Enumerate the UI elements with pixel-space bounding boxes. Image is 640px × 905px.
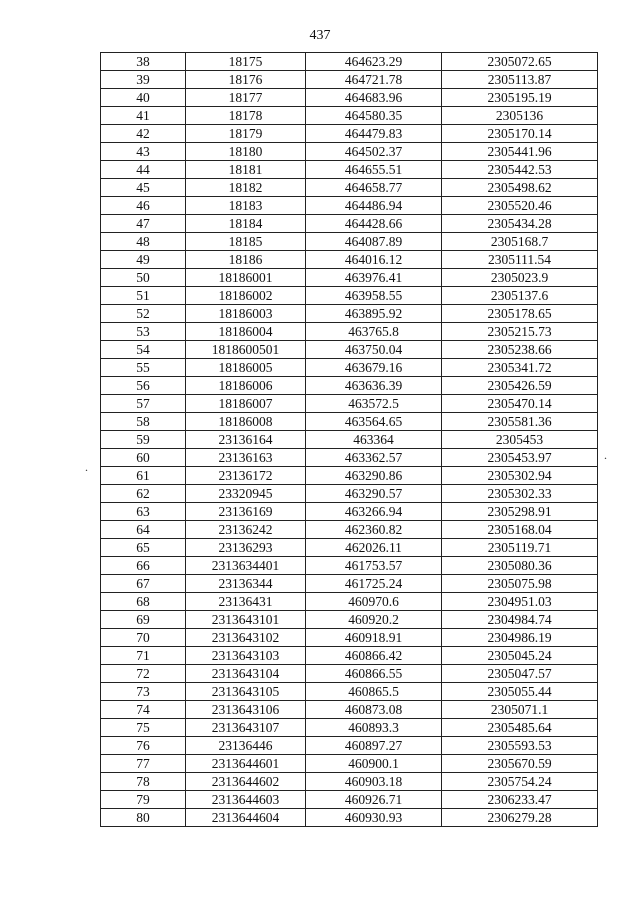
table-row (101, 125, 598, 143)
table-row (101, 791, 598, 809)
y-coordinate-cell: 2305195.19 (442, 89, 598, 107)
y-coordinate-cell: 2305442.53 (442, 161, 598, 179)
point-id-cell: 18181 (186, 161, 306, 179)
table-row (101, 755, 598, 773)
x-coordinate-cell: 463364 (306, 431, 442, 449)
y-coordinate-cell: 2304986.19 (442, 629, 598, 647)
point-id-cell: 23136242 (186, 521, 306, 539)
point-id-cell: 18186003 (186, 305, 306, 323)
x-coordinate-cell: 463266.94 (306, 503, 442, 521)
table-row (101, 71, 598, 89)
y-coordinate-cell: 2304984.74 (442, 611, 598, 629)
point-id-cell: 23320945 (186, 485, 306, 503)
x-coordinate-cell: 460903.18 (306, 773, 442, 791)
y-coordinate-cell: 2305453 (442, 431, 598, 449)
x-coordinate-cell: 464721.78 (306, 71, 442, 89)
row-index-cell: 58 (101, 413, 186, 431)
x-coordinate-cell: 464016.12 (306, 251, 442, 269)
row-index-cell: 42 (101, 125, 186, 143)
row-index-cell: 79 (101, 791, 186, 809)
y-coordinate-cell: 2305045.24 (442, 647, 598, 665)
point-id-cell: 23136164 (186, 431, 306, 449)
table-row (101, 143, 598, 161)
table-row (101, 647, 598, 665)
x-coordinate-cell: 460897.27 (306, 737, 442, 755)
point-id-cell: 2313644601 (186, 755, 306, 773)
y-coordinate-cell: 2305341.72 (442, 359, 598, 377)
y-coordinate-cell: 2305441.96 (442, 143, 598, 161)
row-index-cell: 50 (101, 269, 186, 287)
row-index-cell: 51 (101, 287, 186, 305)
point-id-cell: 18186008 (186, 413, 306, 431)
y-coordinate-cell: 2305113.87 (442, 71, 598, 89)
x-coordinate-cell: 460893.3 (306, 719, 442, 737)
x-coordinate-cell: 463976.41 (306, 269, 442, 287)
row-index-cell: 63 (101, 503, 186, 521)
point-id-cell: 23136172 (186, 467, 306, 485)
row-index-cell: 44 (101, 161, 186, 179)
y-coordinate-cell: 2305754.24 (442, 773, 598, 791)
x-coordinate-cell: 460865.5 (306, 683, 442, 701)
table-row (101, 485, 598, 503)
row-index-cell: 80 (101, 809, 186, 827)
x-coordinate-cell: 464655.51 (306, 161, 442, 179)
y-coordinate-cell: 2305302.33 (442, 485, 598, 503)
row-index-cell: 74 (101, 701, 186, 719)
x-coordinate-cell: 464502.37 (306, 143, 442, 161)
table-row (101, 575, 598, 593)
x-coordinate-cell: 464623.29 (306, 53, 442, 71)
x-coordinate-cell: 460900.1 (306, 755, 442, 773)
stray-mark: . (85, 460, 88, 474)
table-row (101, 593, 598, 611)
x-coordinate-cell: 460926.71 (306, 791, 442, 809)
row-index-cell: 65 (101, 539, 186, 557)
x-coordinate-cell: 463572.5 (306, 395, 442, 413)
table-row (101, 287, 598, 305)
row-index-cell: 54 (101, 341, 186, 359)
table-row (101, 395, 598, 413)
point-id-cell: 2313643102 (186, 629, 306, 647)
row-index-cell: 78 (101, 773, 186, 791)
point-id-cell: 23136293 (186, 539, 306, 557)
x-coordinate-cell: 460866.55 (306, 665, 442, 683)
table-row (101, 719, 598, 737)
table-row (101, 773, 598, 791)
y-coordinate-cell: 2305136 (442, 107, 598, 125)
point-id-cell: 18186005 (186, 359, 306, 377)
row-index-cell: 76 (101, 737, 186, 755)
x-coordinate-cell: 460866.42 (306, 647, 442, 665)
x-coordinate-cell: 464087.89 (306, 233, 442, 251)
row-index-cell: 55 (101, 359, 186, 377)
table-row (101, 305, 598, 323)
y-coordinate-cell: 2305426.59 (442, 377, 598, 395)
table-row (101, 215, 598, 233)
point-id-cell: 23136163 (186, 449, 306, 467)
table-row (101, 431, 598, 449)
point-id-cell: 2313643103 (186, 647, 306, 665)
row-index-cell: 46 (101, 197, 186, 215)
row-index-cell: 66 (101, 557, 186, 575)
stray-mark: . (604, 448, 607, 462)
table-row (101, 809, 598, 827)
y-coordinate-cell: 2305453.97 (442, 449, 598, 467)
table-row (101, 53, 598, 71)
y-coordinate-cell: 2305071.1 (442, 701, 598, 719)
y-coordinate-cell: 2305168.04 (442, 521, 598, 539)
point-id-cell: 18178 (186, 107, 306, 125)
x-coordinate-cell: 463290.57 (306, 485, 442, 503)
x-coordinate-cell: 463290.86 (306, 467, 442, 485)
point-id-cell: 2313644604 (186, 809, 306, 827)
row-index-cell: 60 (101, 449, 186, 467)
point-id-cell: 2313643106 (186, 701, 306, 719)
table-row (101, 197, 598, 215)
point-id-cell: 18182 (186, 179, 306, 197)
x-coordinate-cell: 463750.04 (306, 341, 442, 359)
row-index-cell: 61 (101, 467, 186, 485)
table-row (101, 359, 598, 377)
point-id-cell: 18179 (186, 125, 306, 143)
x-coordinate-cell: 463765.8 (306, 323, 442, 341)
row-index-cell: 57 (101, 395, 186, 413)
x-coordinate-cell: 463636.39 (306, 377, 442, 395)
point-id-cell: 18177 (186, 89, 306, 107)
row-index-cell: 70 (101, 629, 186, 647)
x-coordinate-cell: 460920.2 (306, 611, 442, 629)
y-coordinate-cell: 2305498.62 (442, 179, 598, 197)
x-coordinate-cell: 460930.93 (306, 809, 442, 827)
table-row (101, 179, 598, 197)
table-row (101, 467, 598, 485)
row-index-cell: 56 (101, 377, 186, 395)
y-coordinate-cell: 2305178.65 (442, 305, 598, 323)
table-row (101, 323, 598, 341)
y-coordinate-cell: 2305055.44 (442, 683, 598, 701)
row-index-cell: 59 (101, 431, 186, 449)
y-coordinate-cell: 2305302.94 (442, 467, 598, 485)
row-index-cell: 68 (101, 593, 186, 611)
y-coordinate-cell: 2305581.36 (442, 413, 598, 431)
point-id-cell: 18186007 (186, 395, 306, 413)
y-coordinate-cell: 2306279.28 (442, 809, 598, 827)
row-index-cell: 64 (101, 521, 186, 539)
x-coordinate-cell: 463958.55 (306, 287, 442, 305)
y-coordinate-cell: 2305023.9 (442, 269, 598, 287)
y-coordinate-cell: 2305670.59 (442, 755, 598, 773)
y-coordinate-cell: 2305215.73 (442, 323, 598, 341)
table-row (101, 107, 598, 125)
table-row (101, 251, 598, 269)
y-coordinate-cell: 2305238.66 (442, 341, 598, 359)
y-coordinate-cell: 2305119.71 (442, 539, 598, 557)
point-id-cell: 1818600501 (186, 341, 306, 359)
table-row (101, 611, 598, 629)
point-id-cell: 2313643105 (186, 683, 306, 701)
table-row (101, 737, 598, 755)
y-coordinate-cell: 2305434.28 (442, 215, 598, 233)
row-index-cell: 53 (101, 323, 186, 341)
x-coordinate-cell: 464479.83 (306, 125, 442, 143)
row-index-cell: 40 (101, 89, 186, 107)
point-id-cell: 18186001 (186, 269, 306, 287)
x-coordinate-cell: 463564.65 (306, 413, 442, 431)
x-coordinate-cell: 461725.24 (306, 575, 442, 593)
row-index-cell: 38 (101, 53, 186, 71)
point-id-cell: 2313644602 (186, 773, 306, 791)
y-coordinate-cell: 2306233.47 (442, 791, 598, 809)
y-coordinate-cell: 2305520.46 (442, 197, 598, 215)
point-id-cell: 2313643107 (186, 719, 306, 737)
y-coordinate-cell: 2305137.6 (442, 287, 598, 305)
table-row (101, 161, 598, 179)
point-id-cell: 18180 (186, 143, 306, 161)
row-index-cell: 75 (101, 719, 186, 737)
coordinates-table (100, 52, 598, 827)
table-row (101, 233, 598, 251)
row-index-cell: 47 (101, 215, 186, 233)
y-coordinate-cell: 2305298.91 (442, 503, 598, 521)
point-id-cell: 18183 (186, 197, 306, 215)
y-coordinate-cell: 2305593.53 (442, 737, 598, 755)
row-index-cell: 49 (101, 251, 186, 269)
point-id-cell: 23136344 (186, 575, 306, 593)
x-coordinate-cell: 460918.91 (306, 629, 442, 647)
x-coordinate-cell: 464658.77 (306, 179, 442, 197)
y-coordinate-cell: 2305485.64 (442, 719, 598, 737)
row-index-cell: 73 (101, 683, 186, 701)
point-id-cell: 18176 (186, 71, 306, 89)
x-coordinate-cell: 464486.94 (306, 197, 442, 215)
x-coordinate-cell: 463895.92 (306, 305, 442, 323)
y-coordinate-cell: 2305072.65 (442, 53, 598, 71)
x-coordinate-cell: 463362.57 (306, 449, 442, 467)
y-coordinate-cell: 2305047.57 (442, 665, 598, 683)
y-coordinate-cell: 2305080.36 (442, 557, 598, 575)
row-index-cell: 67 (101, 575, 186, 593)
x-coordinate-cell: 461753.57 (306, 557, 442, 575)
point-id-cell: 23136431 (186, 593, 306, 611)
point-id-cell: 18186006 (186, 377, 306, 395)
page-number: 437 (309, 28, 331, 43)
point-id-cell: 2313634401 (186, 557, 306, 575)
x-coordinate-cell: 463679.16 (306, 359, 442, 377)
table-row (101, 665, 598, 683)
table-row (101, 413, 598, 431)
point-id-cell: 2313644603 (186, 791, 306, 809)
table-row (101, 341, 598, 359)
row-index-cell: 69 (101, 611, 186, 629)
y-coordinate-cell: 2305168.7 (442, 233, 598, 251)
point-id-cell: 23136169 (186, 503, 306, 521)
point-id-cell: 2313643104 (186, 665, 306, 683)
table-row (101, 377, 598, 395)
table-row (101, 89, 598, 107)
y-coordinate-cell: 2305075.98 (442, 575, 598, 593)
table-body (101, 53, 598, 827)
table-row (101, 701, 598, 719)
row-index-cell: 43 (101, 143, 186, 161)
x-coordinate-cell: 464428.66 (306, 215, 442, 233)
row-index-cell: 52 (101, 305, 186, 323)
point-id-cell: 18184 (186, 215, 306, 233)
x-coordinate-cell: 460970.6 (306, 593, 442, 611)
point-id-cell: 2313643101 (186, 611, 306, 629)
x-coordinate-cell: 464580.35 (306, 107, 442, 125)
x-coordinate-cell: 462026.11 (306, 539, 442, 557)
x-coordinate-cell: 464683.96 (306, 89, 442, 107)
row-index-cell: 39 (101, 71, 186, 89)
point-id-cell: 18186002 (186, 287, 306, 305)
point-id-cell: 18185 (186, 233, 306, 251)
row-index-cell: 41 (101, 107, 186, 125)
x-coordinate-cell: 460873.08 (306, 701, 442, 719)
table-row (101, 449, 598, 467)
table-row (101, 557, 598, 575)
x-coordinate-cell: 462360.82 (306, 521, 442, 539)
table-row (101, 269, 598, 287)
table-row (101, 683, 598, 701)
row-index-cell: 72 (101, 665, 186, 683)
row-index-cell: 62 (101, 485, 186, 503)
y-coordinate-cell: 2305170.14 (442, 125, 598, 143)
row-index-cell: 45 (101, 179, 186, 197)
y-coordinate-cell: 2305111.54 (442, 251, 598, 269)
table-row (101, 521, 598, 539)
point-id-cell: 18186004 (186, 323, 306, 341)
point-id-cell: 18175 (186, 53, 306, 71)
point-id-cell: 23136446 (186, 737, 306, 755)
row-index-cell: 48 (101, 233, 186, 251)
table-row (101, 629, 598, 647)
row-index-cell: 71 (101, 647, 186, 665)
table-row (101, 539, 598, 557)
y-coordinate-cell: 2304951.03 (442, 593, 598, 611)
table-row (101, 503, 598, 521)
y-coordinate-cell: 2305470.14 (442, 395, 598, 413)
row-index-cell: 77 (101, 755, 186, 773)
point-id-cell: 18186 (186, 251, 306, 269)
